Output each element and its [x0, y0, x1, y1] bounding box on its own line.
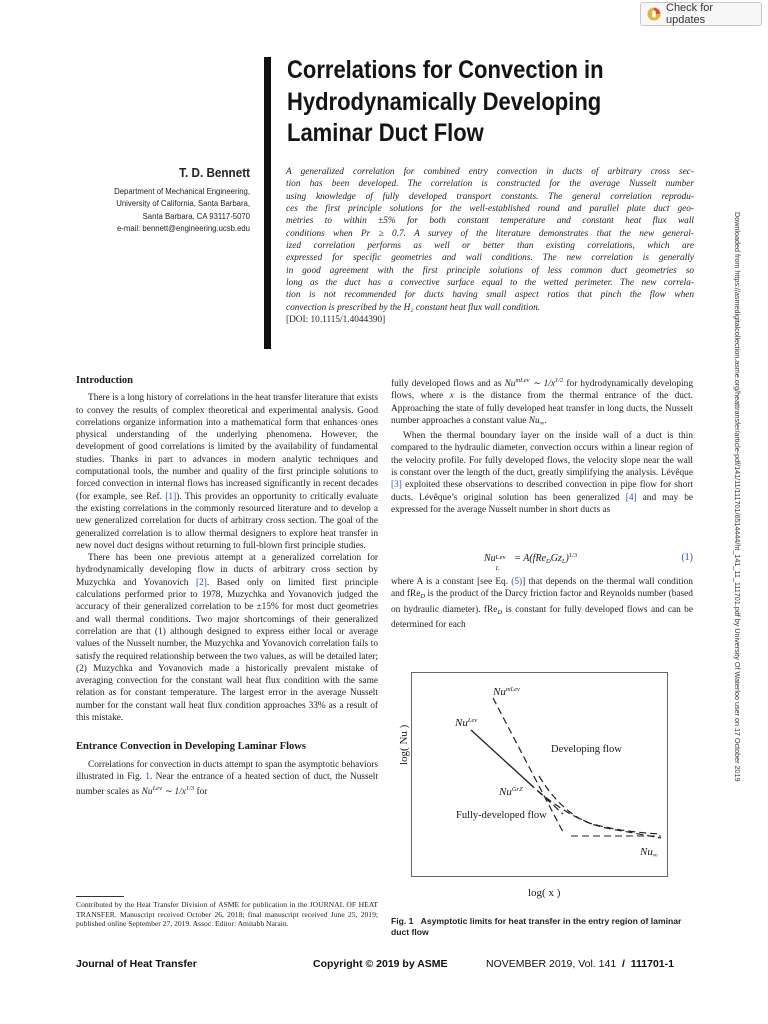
math: x — [449, 391, 454, 402]
paragraph-text: ). This provides an opportunity to critically evaluate the existing correlations in the commonly resourced literature and to develop a new generalized correlation for ducts of arbitrary cross section. The goal of the generalized correlation is to allow thermal designers to explore heat transfer in new novel duct designs without returning to full-blown first principle studies. — [76, 491, 378, 551]
label-nu-lev — [455, 717, 477, 729]
abstract-line: using knowledge of fully developed transport constants. The general correlation reprodu- — [286, 191, 694, 202]
paragraph-text: is constant for fully developed flows and can be determined for each — [391, 604, 694, 630]
paragraph — [76, 759, 378, 799]
math: Nu — [504, 379, 516, 389]
paragraph-text: exploited these observations to described convection in pipe flow for short ducts. Lévêque’s original solution has been generalized — [391, 480, 693, 503]
paragraph-text: Correlations for convection in ducts attempt to span the asymptotic behaviors illustrated in Fig. — [76, 759, 378, 782]
section-heading: Introduction — [76, 375, 133, 386]
reference-link[interactable]: [2] — [195, 577, 207, 588]
paragraph-text: . — [544, 415, 547, 426]
math-sub: D — [497, 608, 503, 616]
abstract-line: expressed for specific geometries and wall conditions. The new correlation is generally — [286, 253, 694, 264]
fig-label-sup: Lev — [467, 717, 478, 724]
footer-separator: / — [622, 958, 625, 970]
fig-label-text: Nu — [493, 686, 506, 698]
check-updates-icon — [647, 7, 661, 21]
math-sup: mLev — [515, 377, 530, 384]
paragraph-text: for hydrodynamically developing flows, where — [391, 379, 693, 402]
author-name: T. D. Bennett — [179, 165, 250, 180]
title-line: Hydrodynamically Developing — [287, 87, 602, 116]
math-sup: 1/2 — [555, 377, 564, 384]
math: ∼ 1/x — [161, 787, 186, 798]
paragraph — [76, 552, 378, 724]
math: Gz — [550, 553, 562, 564]
figure-caption-text: Asymptotic limits for heat transfer in the entry region of laminar duct flow — [391, 916, 682, 937]
reference-link[interactable]: [1] — [165, 491, 177, 502]
footnote: Contributed by the Heat Transfer Division of ASME for publication in the JOURNAL OF HEAT TRANSFER. Manuscript received October 26, 2018; final manuscript received June 25, 2019; published online September 27, 2019. Assoc. Editor: Amitabh Narain. — [76, 900, 378, 928]
paragraph-text: When the thermal boundary layer on the inside wall of a duct is thin compared to the hydraulic diameter, convection occurs within a linear region of the velocity profile. For fully developed flows, the velocity slope near the wall is constant over the length of the duct, greatly simplifying the analysis. Lévêque — [391, 431, 693, 479]
section-heading: Entrance Convection in Developing Laminar Flows — [76, 741, 306, 753]
footnote-rule — [76, 896, 124, 897]
nu-lev-asymptote — [471, 730, 529, 783]
math-sub: L — [561, 558, 566, 565]
paragraph — [391, 375, 693, 430]
paragraph-text: There is a long history of correlations in the heat transfer literature that exists to convey the results of complex theoretical and experimental analysis. Good correlations organize information into a mathematical form that enhances ones physical understanding of the underlying phenomena. However, the development of good correlations is limited by the availability of fundamental studies. Thanks in part to advances in modern analytic techniques and computational tools, the number and quality of the first principle solutions to forced convection in internal flows has increased significantly in recent decades (for example, see Ref. — [76, 393, 378, 502]
abstract-line: ized correlation performs as well or better than existing correlations, which are — [286, 241, 694, 252]
math: = A(fRe — [511, 553, 547, 564]
footer-issue — [486, 958, 674, 970]
math: Nu — [528, 415, 540, 426]
fig-label-sup: mLev — [505, 686, 520, 693]
fig-label-text: Nu — [455, 717, 468, 729]
math-sub: D — [420, 593, 426, 601]
paragraph-text: . Based only on limited first principle calculations performed prior to 1978, Muzychka and Yovanovich judged the accuracy of their generalized correlation to be ±15% for most duct geometries and wall thermal conditions. Two major shortcomings of their generalized correlation are that (1) although designed to express either local or average values of the Nusselt number, the Muzychka and Yovanovich correlation fails to satisfy the required relationship between the two values, as will be detailed later; (2) Muzychka and Yovanovich made a historically prevalent mistake of averaging convection for the constant wall heat flux condition with the same relation as for constant temperature. The largest error in the average Nusselt number for the constant wall heat flux condition approaches 33% as a result of this mistake. — [76, 577, 378, 724]
affiliation-line: Santa Barbara, CA 93117-5070 — [142, 210, 250, 221]
paragraph-text: . Near the entrance of a heated section of duct, the Nusselt number scales as — [76, 771, 378, 798]
left-column — [76, 375, 378, 799]
paragraph-text: is the product of the Darcy friction factor and Reynolds number (based on hydraulic diameter). fRe — [391, 589, 693, 615]
right-column — [391, 375, 693, 516]
paragraph-text: where A is a constant [see Eq. — [391, 577, 509, 587]
title-line: Laminar Duct Flow — [287, 119, 484, 147]
affiliation-line: Department of Mechanical Engineering, — [114, 186, 250, 196]
math-sub: D — [546, 558, 551, 565]
abstract-line: long as the duct has a convective surface equal to the wetted perimeter. The new correla- — [286, 278, 694, 289]
check-for-updates-label: Check for updates — [666, 2, 714, 26]
fig-label-text: Nu — [499, 786, 512, 798]
title-bar-decoration — [264, 57, 271, 349]
math-sup: 1/3 — [568, 552, 578, 559]
developing-flow-curve — [539, 776, 661, 834]
figure-link[interactable]: 1 — [145, 771, 150, 782]
paragraph-text: fully developed flows and as — [391, 379, 505, 389]
doi-link[interactable]: [DOI: 10.1115/1.4044390] — [286, 315, 386, 326]
paragraph-text: ] that depends on the thermal wall condition and fRe — [391, 577, 693, 600]
equation-link[interactable]: (5) — [511, 577, 523, 587]
math-sup: Lev — [152, 785, 162, 793]
footer-journal: Journal of Heat Transfer — [76, 958, 197, 970]
footer-page-number: 111701-1 — [630, 958, 674, 970]
label-nu-mlev — [493, 686, 520, 698]
abstract — [286, 166, 694, 326]
author-block — [60, 165, 250, 235]
abstract-line: A generalized correlation for combined entry convection in ducts of arbitrary cross sec- — [286, 167, 694, 177]
label-fully-developed: Fully-developed flow — [456, 810, 547, 821]
equation-body — [484, 552, 578, 572]
math-sup: 1/3 — [185, 785, 195, 793]
right-column-continued — [391, 576, 693, 631]
footer-issue-text: NOVEMBER 2019, Vol. 141 — [486, 958, 617, 970]
paragraph-text: for — [194, 787, 208, 798]
label-developing-flow: Developing flow — [551, 744, 622, 755]
abstract-line: metries to within ±5% for both constant temperature and constant heat flux wall — [286, 216, 694, 227]
figure-caption-label: Fig. 1 — [391, 916, 414, 926]
fig-label-text: Nu — [640, 846, 653, 858]
affiliation-line: University of California, Santa Barbara, — [116, 198, 250, 209]
abstract-line: in good agreement with the first principle solutions of less common duct geometries so — [286, 265, 694, 276]
math-sub: L — [495, 565, 500, 572]
label-nu-inf — [640, 846, 657, 859]
abstract-line: conditions when Pr ≥ 0.7. A survey of the literature demonstrates that the new general- — [286, 228, 694, 239]
abstract-line: convection is prescribed by the H₂ constant heat flux wall condition. — [286, 302, 541, 313]
equation-1 — [391, 552, 693, 570]
paragraph — [391, 430, 693, 516]
figure-1-diagram — [411, 672, 668, 877]
abstract-line: tion is not recommended for ducts having small aspect ratios that pinch the flow when — [286, 290, 694, 301]
figure-caption — [391, 916, 696, 938]
reference-link[interactable]: [3] — [391, 480, 402, 491]
math: ∼ 1/x — [529, 379, 555, 389]
math: ) — [565, 553, 569, 564]
article-title — [287, 55, 674, 150]
fig-label-sub: ∞ — [652, 852, 658, 859]
math-sub: ∞ — [539, 419, 545, 427]
abstract-line: ces the first principle solutions for the well-established round and parallel plate duct geo- — [286, 204, 694, 215]
equation-number[interactable]: (1) — [681, 552, 693, 563]
label-nu-gz — [499, 786, 523, 798]
paragraph-text: There has been one previous attempt at a generalized correlation for hydrodynamically developing flow in ducts of arbitrary cross section by Muzychka and Yovanovich — [76, 553, 378, 588]
check-for-updates-button[interactable] — [640, 2, 762, 26]
math-sup: Lev — [495, 554, 506, 561]
paragraph — [391, 576, 693, 631]
reference-link[interactable]: [4] — [625, 492, 637, 503]
math: Nu — [141, 787, 153, 798]
author-email[interactable]: e-mail: bennett@engineering.ucsb.edu — [117, 223, 250, 234]
figure-x-axis-label: log( x ) — [528, 887, 561, 899]
figure-y-axis-label: log( Nu ) — [398, 724, 410, 765]
paragraph-text: and may be expressed for the average Nusselt number in short ducts as — [391, 492, 694, 515]
abstract-line: tion has been developed. The correlation is constructed for the average Nusselt number — [286, 179, 694, 190]
paragraph — [76, 392, 378, 552]
download-notice: Downloaded from https://asmedigitalcollection.asme.org/heattransfer/article-pdf/141/11/111701/6514444/ht_141_11_111701.pdf by University Of Waterloo user on 17 October 2019 — [733, 212, 742, 782]
title-line: Correlations for Convection in — [287, 56, 604, 84]
math: Nu — [484, 553, 496, 564]
paragraph-text: is the distance from the thermal entrance of the duct. Approaching the state of fully developed heat transfer in long ducts, the Nusselt number approaches a constant value — [391, 391, 693, 426]
fig-label-sup: GrZ — [511, 786, 523, 793]
footer-copyright: Copyright © 2019 by ASME — [313, 958, 448, 970]
